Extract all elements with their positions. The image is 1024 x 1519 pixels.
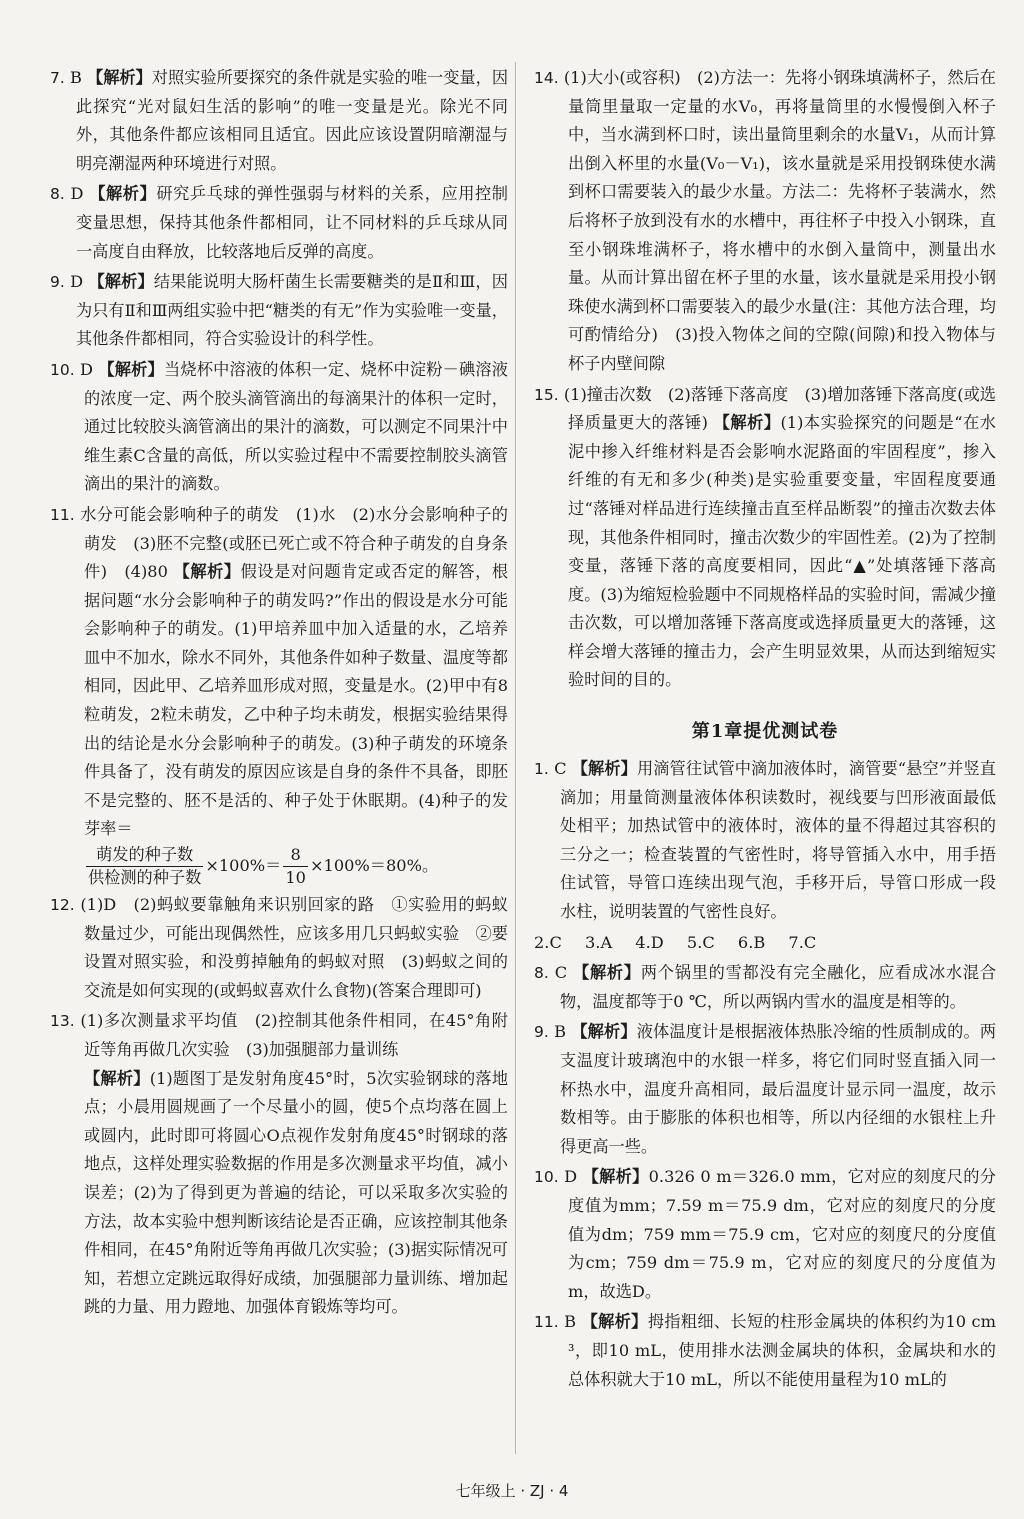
fraction-denominator: 10 [285,868,306,888]
question-number: 11. [50,505,75,524]
answer-q13 [50,1007,508,1064]
answer-letter: D [70,272,84,292]
answer-text: (1)大小(或容积) (2)方法一：先将小钢珠填满杯子，然后在量筒里量取一定量的水V₀，再将量筒里的水慢慢倒入杯子中，当水满到杯口时，读出量筒里剩余的水量V₁，从而计算出倒入杯里的水量(V₀－V₁)，该水量就是采用投钢珠使水满到杯口需要装入的最少水量。方法二：先将杯子装满水，然后将杯子放到没有水的水槽中，再往杯子中投入小钢珠，直至小钢珠堆满杯子，将水槽中的水倒入量筒中，测量出水量。从而计算出留在杯子里的水量，该水量就是采用投小钢珠使水满到杯口需要装入的最少水量(注：其他方法合理，均可酌情给分) (3)投入物体之间的空隙(间隙)和投入物体与杯子内壁间隙 [563,68,996,373]
analysis-text: 拇指粗细、长短的柱形金属块的体积约为10 cm³，即10 mL，使用排水法测金属块的体积，金属块和水的总体积就大于10 mL，所以不能使用量程为10 mL的 [568,1312,996,1389]
question-number: 10. [534,1168,559,1187]
answer-letter: C [554,759,567,779]
quick-answer: 2.C [534,932,562,952]
answer-q10 [50,356,508,499]
germination-rate-fraction [86,844,203,889]
fraction-denominator: 供检测的种子数 [88,868,202,888]
analysis-tag: 【解析】 [713,413,781,433]
quick-answer: 6.B [737,932,766,952]
analysis-tag: 【解析】 [571,1022,637,1042]
analysis-tag: 【解析】 [89,184,157,204]
analysis-text: 0.326 0 m＝326.0 mm，它对应的刻度尺的分度值为mm；7.59 m＝75.9 dm，它对应的刻度尺的分度值为dm；759 mm＝75.9 cm，它对应的刻度尺的分度值为cm；759 dm＝75.9 m，它对应的刻度尺的分度值为m，故选D。 [568,1167,996,1301]
question-number: 15. [534,385,559,404]
numeric-fraction [283,844,308,889]
analysis-text: 结果能说明大肠杆菌生长需要糖类的是Ⅱ和Ⅲ，因为只有Ⅱ和Ⅲ两组实验中把“糖类的有无”作为实验唯一变量，其他条件都相同，符合实验设计的科学性。 [76,272,508,349]
analysis-text: 用滴管往试管中滴加液体时，滴管要“悬空”并竖直滴加；用量筒测量液体体积读数时，视线要与凹形液面最低处相平；加热试管中的液体时，液体的量不得超过其容积的三分之一；检查装置的气密性时，将导管插入水中，用手捂住试管，导管口连续出现气泡，手移开后，导管口形成一段水柱，说明装置的气密性良好。 [560,759,996,922]
question-number: 8. [534,964,549,983]
quick-answer: 3.A [585,932,613,952]
question-number: 13. [50,1012,75,1031]
analysis-text: 假设是对问题肯定或否定的解答，根据问题“水分会影响种子的萌发吗?”作出的假设是水分可能会影响种子的萌发。(1)甲培养皿中加入适量的水，乙培养皿中不加水，除水不同外，其他条件如种子数量、温度等都相同，因此甲、乙培养皿形成对照，变量是水。(2)甲中有8粒萌发，2粒未萌发，乙中种子均未萌发，根据实验结果得出的结论是水分会影响种子的萌发。(3)种子萌发的环境条件具备了，没有萌发的原因应该是自身的条件不具备，即胚不是完整的、胚不是活的、种子处于休眠期。(4)种子的发芽率＝ [84,562,509,839]
answer-q9 [50,268,508,354]
analysis-text: (1)本实验探究的问题是“在水泥中掺入纤维材料是否会影响水泥路面的牢固程度”，掺入纤维的有无和多少(种类)是实验重要变量，牢固程度要通过“落锤对样品进行连续撞击直至样品断裂”的撞击次数去体现，其他条件相同时，撞击次数少的牢固性差。(2)为了控制变量，落锤下落的高度要相同，因此“▲”处填落锤下落高度。(3)为缩短检验题中不同规格样品的实验时间，需减少撞击次数，可以增加落锤下落高度或选择质量更大的落锤，这样会增大落锤的撞击力，会产生明显效果，从而达到缩短实验时间的目的。 [568,413,996,690]
answer-q7 [50,64,508,178]
answer-letter: D [564,1167,578,1187]
analysis-text: 两个锅里的雪都没有完全融化，应看成冰水混合物，温度都等于0 ℃，所以两锅内雪水的温度是相等的。 [560,963,997,1011]
analysis-tag: 【解析】 [84,1068,150,1088]
answer-text: (1)D (2)蚂蚁要靠触角来识别回家的路 ①实验用的蚂蚁数量过少，可能出现偶然性，应该多用几只蚂蚁实验 ②要设置对照实验，和没剪掉触角的蚂蚁对照 (3)蚂蚁之间的交流是如何实现的(或蚂蚁喜欢什么食物)(答案合理即可) [80,895,508,1000]
question-number: 9. [50,273,65,292]
analysis-tag: 【解析】 [173,562,241,582]
analysis-text: 当烧杯中溶液的体积一定、烧杯中淀粉－碘溶液的浓度一定、两个胶头滴管滴出的每滴果汁的体积一定时，通过比较胶头滴管滴出的果汁的滴数，可以测定不同果汁中维生素C含量的高低，所以实验过程中不需要控制胶头滴管滴出的果汁的滴数。 [84,359,508,494]
test-answer-8 [534,959,996,1016]
column-divider [515,62,516,1454]
test-answer-9 [534,1018,996,1161]
question-number: 12. [50,896,75,915]
analysis-tag: 【解析】 [98,359,164,379]
answer-letter: D [70,184,84,204]
question-number: 8. [50,185,65,204]
answer-letter: C [554,963,568,983]
question-number: 7. [50,69,65,87]
quick-answer: 4.D [635,932,664,952]
answer-q11 [50,501,508,889]
analysis-tag: 【解析】 [573,963,641,983]
analysis-tag: 【解析】 [88,272,154,292]
left-column [50,64,508,1322]
quick-answer: 7.C [788,932,817,952]
formula-result: ×100%＝80%。 [309,856,439,876]
answer-text: (1)撞击次数 (2)落锤下落高度 (3)增加落锤下落高度(或选择质量更大的落锤) [563,384,996,433]
question-number: 14. [534,69,559,87]
fraction-numerator: 8 [283,844,308,867]
right-column [534,64,996,1394]
test-answer-10 [534,1163,996,1306]
quick-answer: 5.C [686,932,715,952]
answer-letter: B [69,68,82,87]
answer-letter: D [80,359,93,379]
test-answer-1 [534,755,996,927]
question-number: 1. [534,760,549,779]
page-footer: 七年级上 · ZJ · 4 [455,1482,569,1500]
answer-letter: B [554,1022,567,1042]
analysis-text: 研究乒乓球的弹性强弱与材料的关系，应用控制变量思想，保持其他条件都相同，让不同材料的乒乓球从同一高度自由释放，比较落地后反弹的高度。 [76,184,508,261]
answer-q13-analysis [50,1065,508,1322]
fraction-numerator: 萌发的种子数 [86,844,203,867]
question-number: 10. [50,360,75,379]
analysis-tag: 【解析】 [582,1167,649,1187]
analysis-text: (1)题图丁是发射角度45°时，5次实验钢球的落地点；小晨用圆规画了一个尽量小的圆，使5个点均落在圆上或圆内，此时即可将圆心O点视作发射角度45°时钢球的落地点，这样处理实验数据的作用是多次测量求平均值，减小误差；(2)为了得到更为普遍的结论，可以采取多次实验的方法，故本实验中想判断该结论是否正确，应该控制其他条件相同，在45°角附近等角再做几次实验；(3)据实际情况可知，若想立定跳远取得好成绩，加强腿部力量训练、增加起跳的力量、用力蹬地、加强体育锻炼等均可。 [84,1068,509,1317]
question-number: 11. [534,1313,559,1332]
analysis-text: 对照实验所要探究的条件就是实验的唯一变量，因此探究“光对鼠妇生活的影响”的唯一变量是光。除光不同外，其他条件都应该相同且适宜。因此应该设置阴暗潮湿与明亮潮湿两种环境进行对照。 [76,68,509,173]
analysis-text: 液体温度计是根据液体热胀冷缩的性质制成的。两支温度计玻璃泡中的水银一样多，将它们同时竖直插入同一杯热水中，温度升高相同，最后温度计显示同一温度，故示数相等。由于膨胀的体积也相等，所以内径细的水银柱上升得更高一些。 [560,1022,997,1156]
answer-letter: B [564,1312,577,1332]
quick-answers-2-7 [534,929,996,958]
answer-text: 水分可能会影响种子的萌发 (1)水 (2)水分会影响种子的萌发 (3)胚不完整(或胚已死亡或不符合种子萌发的自身条件) (4)80 [80,504,508,582]
test-answer-11 [534,1308,996,1394]
answer-q15 [534,381,996,696]
answer-q14 [534,64,996,379]
answer-q12 [50,891,508,1005]
section-title: 第1章提优测试卷 [691,721,839,743]
answer-text: (1)多次测量求平均值 (2)控制其他条件相同，在45°角附近等角再做几次实验 (3)加强腿部力量训练 [80,1011,508,1059]
answer-q8 [50,180,508,266]
analysis-tag: 【解析】 [571,759,637,779]
question-number: 9. [534,1023,549,1042]
analysis-tag: 【解析】 [87,68,152,87]
formula-operator: ×100%＝ [205,856,282,876]
analysis-tag: 【解析】 [581,1312,648,1332]
